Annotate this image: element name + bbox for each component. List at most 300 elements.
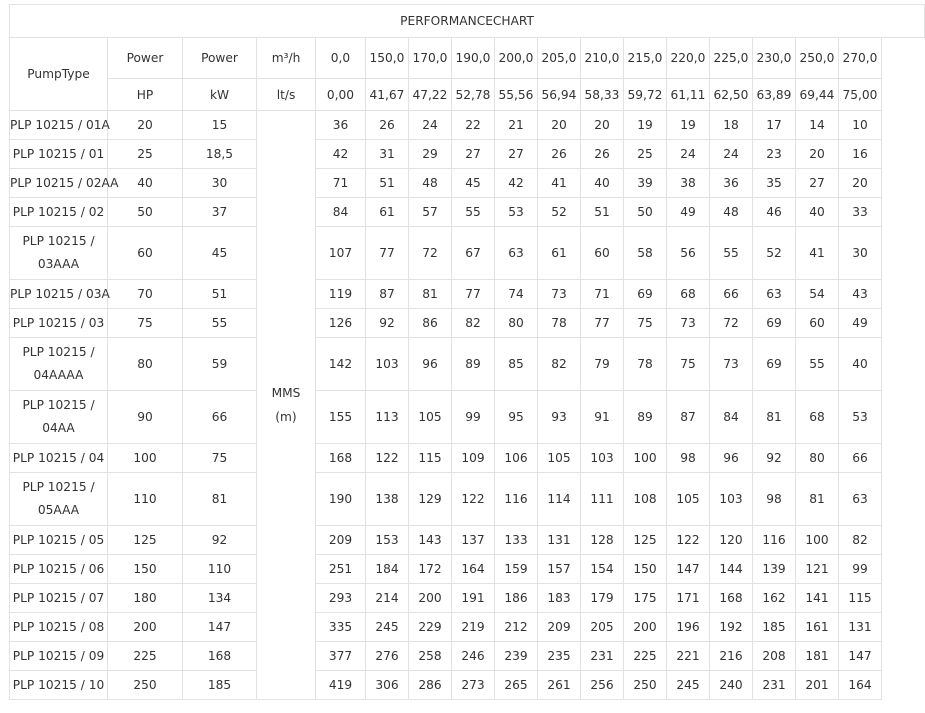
power-kw-cell: 110	[183, 555, 257, 584]
head-value-cell: 120	[710, 526, 753, 555]
head-value-cell: 52	[538, 198, 581, 227]
pump-type-cell: PLP 10215 / 03	[10, 309, 108, 338]
head-value-cell: 68	[667, 280, 710, 309]
head-value-cell: 51	[581, 198, 624, 227]
flow-m3h-cell: 220,0	[667, 38, 710, 79]
table-row	[10, 526, 925, 555]
flow-lts-unit: lt/s	[257, 79, 316, 111]
head-value-cell: 142	[316, 338, 366, 391]
head-value-cell: 419	[316, 671, 366, 700]
head-value-cell: 45	[452, 169, 495, 198]
power-kw-cell: 185	[183, 671, 257, 700]
head-value-cell: 265	[495, 671, 538, 700]
flow-m3h-cell: 215,0	[624, 38, 667, 79]
head-value-cell: 46	[753, 198, 796, 227]
head-value-cell: 205	[581, 613, 624, 642]
head-value-cell: 78	[538, 309, 581, 338]
head-value-cell: 246	[452, 642, 495, 671]
head-value-cell: 81	[796, 473, 839, 526]
head-value-cell: 73	[538, 280, 581, 309]
head-value-cell: 56	[667, 227, 710, 280]
head-value-cell: 23	[753, 140, 796, 169]
table-row	[10, 555, 925, 584]
head-value-cell: 77	[581, 309, 624, 338]
head-value-cell: 192	[710, 613, 753, 642]
head-value-cell: 72	[710, 309, 753, 338]
head-value-cell: 36	[316, 111, 366, 140]
head-value-cell: 60	[796, 309, 839, 338]
table-title: PERFORMANCECHART	[10, 5, 925, 38]
head-value-cell: 93	[538, 391, 581, 444]
head-value-cell: 80	[796, 444, 839, 473]
head-value-cell: 125	[624, 526, 667, 555]
head-value-cell: 42	[316, 140, 366, 169]
power-hp-cell: 200	[108, 613, 183, 642]
head-value-cell: 105	[538, 444, 581, 473]
head-value-cell: 143	[409, 526, 452, 555]
head-value-cell: 82	[538, 338, 581, 391]
power-hp-cell: 80	[108, 338, 183, 391]
head-value-cell: 26	[581, 140, 624, 169]
flow-m3h-cell: 170,0	[409, 38, 452, 79]
head-value-cell: 82	[839, 526, 882, 555]
table-row	[10, 111, 925, 140]
head-value-cell: 27	[452, 140, 495, 169]
head-value-cell: 256	[581, 671, 624, 700]
head-value-cell: 119	[316, 280, 366, 309]
power-hp-cell: 100	[108, 444, 183, 473]
head-value-cell: 72	[409, 227, 452, 280]
head-value-cell: 231	[753, 671, 796, 700]
head-value-cell: 100	[796, 526, 839, 555]
head-value-cell: 84	[316, 198, 366, 227]
head-value-cell: 19	[667, 111, 710, 140]
head-value-cell: 69	[753, 309, 796, 338]
power-kw-cell: 18,5	[183, 140, 257, 169]
mms-unit: (m)	[275, 410, 297, 424]
head-value-cell: 20	[581, 111, 624, 140]
power-kw-cell: 168	[183, 642, 257, 671]
head-value-cell: 105	[667, 473, 710, 526]
head-value-cell: 184	[366, 555, 409, 584]
head-value-cell: 96	[710, 444, 753, 473]
flow-lts-cell: 47,22	[409, 79, 452, 111]
head-value-cell: 131	[839, 613, 882, 642]
head-value-cell: 92	[366, 309, 409, 338]
power-kw-cell: 45	[183, 227, 257, 280]
head-value-cell: 245	[366, 613, 409, 642]
head-value-cell: 40	[796, 198, 839, 227]
head-value-cell: 183	[538, 584, 581, 613]
head-value-cell: 20	[538, 111, 581, 140]
head-value-cell: 61	[538, 227, 581, 280]
pump-type-cell: PLP 10215 / 05AAA	[10, 473, 108, 526]
head-value-cell: 84	[710, 391, 753, 444]
head-value-cell: 250	[624, 671, 667, 700]
head-value-cell: 75	[624, 309, 667, 338]
power-hp-cell: 50	[108, 198, 183, 227]
head-value-cell: 162	[753, 584, 796, 613]
head-value-cell: 33	[839, 198, 882, 227]
head-value-cell: 171	[667, 584, 710, 613]
head-value-cell: 67	[452, 227, 495, 280]
table-row	[10, 169, 925, 198]
pump-type-cell: PLP 10215 / 02	[10, 198, 108, 227]
table-row	[10, 198, 925, 227]
pump-type-cell: PLP 10215 / 04	[10, 444, 108, 473]
head-value-cell: 122	[667, 526, 710, 555]
head-value-cell: 99	[839, 555, 882, 584]
flow-m3h-cell: 270,0	[839, 38, 882, 79]
head-value-cell: 55	[452, 198, 495, 227]
head-value-cell: 161	[796, 613, 839, 642]
flow-lts-cell: 52,78	[452, 79, 495, 111]
head-value-cell: 99	[452, 391, 495, 444]
head-value-cell: 48	[409, 169, 452, 198]
power-kw-cell: 75	[183, 444, 257, 473]
head-value-cell: 121	[796, 555, 839, 584]
head-value-cell: 141	[796, 584, 839, 613]
head-value-cell: 168	[710, 584, 753, 613]
head-value-cell: 91	[581, 391, 624, 444]
head-value-cell: 40	[839, 338, 882, 391]
head-value-cell: 276	[366, 642, 409, 671]
head-value-cell: 209	[538, 613, 581, 642]
power-kw-cell: 81	[183, 473, 257, 526]
flow-m3h-cell: 205,0	[538, 38, 581, 79]
head-value-cell: 147	[839, 642, 882, 671]
flow-lts-cell: 75,00	[839, 79, 882, 111]
pump-type-cell: PLP 10215 / 07	[10, 584, 108, 613]
power-kw-cell: 55	[183, 309, 257, 338]
table-row	[10, 309, 925, 338]
head-value-cell: 18	[710, 111, 753, 140]
head-value-cell: 73	[667, 309, 710, 338]
head-value-cell: 105	[409, 391, 452, 444]
flow-lts-cell: 59,72	[624, 79, 667, 111]
head-value-cell: 147	[667, 555, 710, 584]
head-value-cell: 107	[316, 227, 366, 280]
head-value-cell: 129	[409, 473, 452, 526]
head-value-cell: 89	[452, 338, 495, 391]
head-value-cell: 225	[624, 642, 667, 671]
kw-unit: kW	[183, 79, 257, 111]
head-value-cell: 98	[753, 473, 796, 526]
head-value-cell: 92	[753, 444, 796, 473]
head-value-cell: 21	[495, 111, 538, 140]
power-hp-cell: 75	[108, 309, 183, 338]
head-value-cell: 219	[452, 613, 495, 642]
head-value-cell: 293	[316, 584, 366, 613]
head-value-cell: 81	[409, 280, 452, 309]
head-value-cell: 103	[710, 473, 753, 526]
head-value-cell: 153	[366, 526, 409, 555]
head-value-cell: 42	[495, 169, 538, 198]
head-value-cell: 261	[538, 671, 581, 700]
head-value-cell: 116	[495, 473, 538, 526]
head-value-cell: 113	[366, 391, 409, 444]
head-value-cell: 231	[581, 642, 624, 671]
table-row	[10, 473, 925, 526]
head-value-cell: 114	[538, 473, 581, 526]
head-value-cell: 377	[316, 642, 366, 671]
head-value-cell: 157	[538, 555, 581, 584]
power-hp-cell: 250	[108, 671, 183, 700]
head-value-cell: 172	[409, 555, 452, 584]
power-hp-cell: 180	[108, 584, 183, 613]
mms-label-cell	[257, 111, 316, 700]
pump-type-cell: PLP 10215 / 01A	[10, 111, 108, 140]
power-hp-cell: 25	[108, 140, 183, 169]
head-value-cell: 190	[316, 473, 366, 526]
head-value-cell: 31	[366, 140, 409, 169]
head-value-cell: 74	[495, 280, 538, 309]
flow-m3h-cell: 150,0	[366, 38, 409, 79]
head-value-cell: 19	[624, 111, 667, 140]
head-value-cell: 144	[710, 555, 753, 584]
pump-type-cell: PLP 10215 / 03AAA	[10, 227, 108, 280]
head-value-cell: 103	[581, 444, 624, 473]
head-value-cell: 122	[366, 444, 409, 473]
head-value-cell: 52	[753, 227, 796, 280]
head-value-cell: 43	[839, 280, 882, 309]
table-row	[10, 444, 925, 473]
flow-m3h-cell: 210,0	[581, 38, 624, 79]
flow-lts-cell: 63,89	[753, 79, 796, 111]
head-value-cell: 221	[667, 642, 710, 671]
head-value-cell: 196	[667, 613, 710, 642]
head-value-cell: 71	[316, 169, 366, 198]
head-value-cell: 258	[409, 642, 452, 671]
power-hp-cell: 150	[108, 555, 183, 584]
flow-lts-cell: 69,44	[796, 79, 839, 111]
head-value-cell: 66	[710, 280, 753, 309]
table-row	[10, 584, 925, 613]
head-value-cell: 116	[753, 526, 796, 555]
head-value-cell: 69	[624, 280, 667, 309]
head-value-cell: 273	[452, 671, 495, 700]
flow-lts-cell: 41,67	[366, 79, 409, 111]
head-value-cell: 53	[495, 198, 538, 227]
head-value-cell: 26	[538, 140, 581, 169]
head-value-cell: 164	[839, 671, 882, 700]
head-value-cell: 96	[409, 338, 452, 391]
power-kw-cell: 66	[183, 391, 257, 444]
head-value-cell: 24	[667, 140, 710, 169]
head-value-cell: 41	[538, 169, 581, 198]
flow-lts-cell: 56,94	[538, 79, 581, 111]
head-value-cell: 69	[753, 338, 796, 391]
head-value-cell: 41	[796, 227, 839, 280]
head-value-cell: 29	[409, 140, 452, 169]
head-value-cell: 89	[624, 391, 667, 444]
flow-m3h-cell: 0,0	[316, 38, 366, 79]
head-value-cell: 48	[710, 198, 753, 227]
head-value-cell: 16	[839, 140, 882, 169]
power-kw-cell: 37	[183, 198, 257, 227]
flow-lts-cell: 58,33	[581, 79, 624, 111]
head-value-cell: 133	[495, 526, 538, 555]
pump-type-header: PumpType	[10, 38, 108, 111]
head-value-cell: 87	[667, 391, 710, 444]
flow-m3h-cell: 225,0	[710, 38, 753, 79]
head-value-cell: 115	[839, 584, 882, 613]
power-hp-cell: 125	[108, 526, 183, 555]
head-value-cell: 27	[796, 169, 839, 198]
head-value-cell: 71	[581, 280, 624, 309]
head-value-cell: 51	[366, 169, 409, 198]
head-value-cell: 82	[452, 309, 495, 338]
head-value-cell: 14	[796, 111, 839, 140]
table-row	[10, 671, 925, 700]
head-value-cell: 10	[839, 111, 882, 140]
flow-m3h-cell: 230,0	[753, 38, 796, 79]
head-value-cell: 22	[452, 111, 495, 140]
power-kw-cell: 92	[183, 526, 257, 555]
flow-lts-cell: 0,00	[316, 79, 366, 111]
table-row	[10, 642, 925, 671]
head-value-cell: 155	[316, 391, 366, 444]
head-value-cell: 159	[495, 555, 538, 584]
flow-m3h-cell: 190,0	[452, 38, 495, 79]
head-value-cell: 200	[409, 584, 452, 613]
table-row	[10, 391, 925, 444]
head-value-cell: 137	[452, 526, 495, 555]
head-value-cell: 200	[624, 613, 667, 642]
head-value-cell: 201	[796, 671, 839, 700]
head-value-cell: 78	[624, 338, 667, 391]
head-value-cell: 108	[624, 473, 667, 526]
head-value-cell: 95	[495, 391, 538, 444]
head-value-cell: 20	[839, 169, 882, 198]
table-row	[10, 280, 925, 309]
head-value-cell: 175	[624, 584, 667, 613]
head-value-cell: 35	[753, 169, 796, 198]
head-value-cell: 98	[667, 444, 710, 473]
power-hp-cell: 40	[108, 169, 183, 198]
head-value-cell: 181	[796, 642, 839, 671]
head-value-cell: 216	[710, 642, 753, 671]
head-value-cell: 60	[581, 227, 624, 280]
power-kw-cell: 30	[183, 169, 257, 198]
flow-lts-cell: 55,56	[495, 79, 538, 111]
head-value-cell: 57	[409, 198, 452, 227]
head-value-cell: 55	[710, 227, 753, 280]
power-kw-cell: 15	[183, 111, 257, 140]
head-value-cell: 115	[409, 444, 452, 473]
head-value-cell: 63	[495, 227, 538, 280]
pump-type-cell: PLP 10215 / 02AA	[10, 169, 108, 198]
head-value-cell: 306	[366, 671, 409, 700]
head-value-cell: 186	[495, 584, 538, 613]
head-value-cell: 251	[316, 555, 366, 584]
pump-type-cell: PLP 10215 / 09	[10, 642, 108, 671]
flow-m3h-cell: 200,0	[495, 38, 538, 79]
head-value-cell: 81	[753, 391, 796, 444]
head-value-cell: 75	[667, 338, 710, 391]
head-value-cell: 55	[796, 338, 839, 391]
head-value-cell: 103	[366, 338, 409, 391]
pump-type-cell: PLP 10215 / 01	[10, 140, 108, 169]
head-value-cell: 77	[366, 227, 409, 280]
head-value-cell: 26	[366, 111, 409, 140]
head-value-cell: 17	[753, 111, 796, 140]
power-hp-cell: 70	[108, 280, 183, 309]
head-value-cell: 126	[316, 309, 366, 338]
head-value-cell: 100	[624, 444, 667, 473]
pump-type-cell: PLP 10215 / 04AA	[10, 391, 108, 444]
head-value-cell: 245	[667, 671, 710, 700]
flow-m3h-cell: 250,0	[796, 38, 839, 79]
table-row	[10, 613, 925, 642]
head-value-cell: 139	[753, 555, 796, 584]
power-kw-cell: 147	[183, 613, 257, 642]
head-value-cell: 80	[495, 309, 538, 338]
head-value-cell: 138	[366, 473, 409, 526]
performance-table	[9, 4, 925, 700]
head-value-cell: 335	[316, 613, 366, 642]
pump-type-cell: PLP 10215 / 05	[10, 526, 108, 555]
head-value-cell: 111	[581, 473, 624, 526]
head-value-cell: 154	[581, 555, 624, 584]
power-hp-cell: 60	[108, 227, 183, 280]
head-value-cell: 286	[409, 671, 452, 700]
head-value-cell: 235	[538, 642, 581, 671]
head-value-cell: 50	[624, 198, 667, 227]
head-value-cell: 209	[316, 526, 366, 555]
head-value-cell: 66	[839, 444, 882, 473]
head-value-cell: 54	[796, 280, 839, 309]
mms-label: MMS	[271, 386, 301, 400]
power-hp-header: Power	[108, 38, 183, 79]
head-value-cell: 61	[366, 198, 409, 227]
head-value-cell: 150	[624, 555, 667, 584]
head-value-cell: 208	[753, 642, 796, 671]
head-value-cell: 68	[796, 391, 839, 444]
table-row	[10, 338, 925, 391]
flow-lts-cell: 62,50	[710, 79, 753, 111]
head-value-cell: 38	[667, 169, 710, 198]
power-hp-cell: 20	[108, 111, 183, 140]
head-value-cell: 85	[495, 338, 538, 391]
power-kw-cell: 59	[183, 338, 257, 391]
head-value-cell: 27	[495, 140, 538, 169]
power-hp-cell: 225	[108, 642, 183, 671]
head-value-cell: 39	[624, 169, 667, 198]
head-value-cell: 63	[839, 473, 882, 526]
head-value-cell: 131	[538, 526, 581, 555]
head-value-cell: 30	[839, 227, 882, 280]
head-value-cell: 79	[581, 338, 624, 391]
head-value-cell: 86	[409, 309, 452, 338]
head-value-cell: 25	[624, 140, 667, 169]
head-value-cell: 128	[581, 526, 624, 555]
head-value-cell: 73	[710, 338, 753, 391]
table-row	[10, 227, 925, 280]
flow-m3h-unit: m³/h	[257, 38, 316, 79]
power-kw-header: Power	[183, 38, 257, 79]
hp-unit: HP	[108, 79, 183, 111]
flow-lts-cell: 61,11	[667, 79, 710, 111]
pump-type-cell: PLP 10215 / 06	[10, 555, 108, 584]
power-hp-cell: 90	[108, 391, 183, 444]
head-value-cell: 229	[409, 613, 452, 642]
head-value-cell: 164	[452, 555, 495, 584]
pump-type-cell: PLP 10215 / 08	[10, 613, 108, 642]
head-value-cell: 122	[452, 473, 495, 526]
head-value-cell: 106	[495, 444, 538, 473]
power-hp-cell: 110	[108, 473, 183, 526]
